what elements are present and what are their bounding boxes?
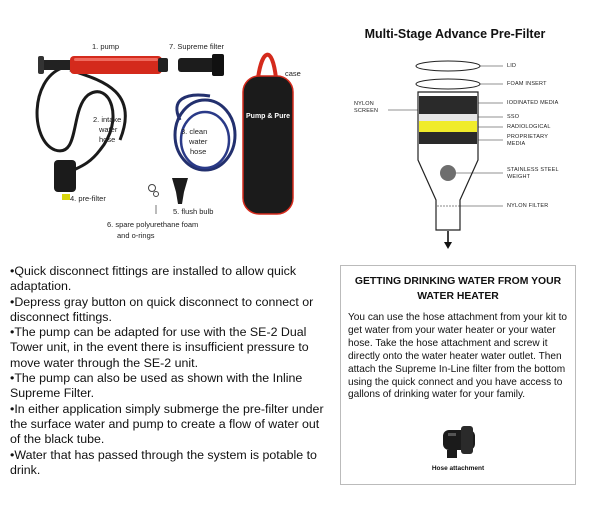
filter-sso xyxy=(419,114,477,121)
label-intake-2: water xyxy=(99,125,118,134)
label-clean-2: water xyxy=(189,137,208,146)
list-item: •The pump can be adapted for use with the SE-2 Dual Tower unit, in the event there is insufficient pressure to move water through the SE-2 unit. xyxy=(10,325,309,370)
instructions-list xyxy=(10,264,332,478)
list-item: •Depress gray button on quick disconnect to connect or disconnect fittings. xyxy=(10,294,314,324)
case-brand: Pump & Pure xyxy=(246,113,290,120)
label-intake-3: hose xyxy=(99,135,116,144)
label-lid: LID xyxy=(507,63,517,69)
list-item: •Water that has passed through the system is potable to drink. xyxy=(10,447,317,477)
filter-stainless-weight xyxy=(440,165,456,181)
label-spare-1: 6. spare polyurethane foam xyxy=(107,220,199,229)
filter-title: Multi-Stage Advance Pre-Filter xyxy=(364,27,546,41)
hose-attachment-icon xyxy=(439,424,479,460)
label-spare-2: and o-rings xyxy=(117,231,155,240)
label-radiological: RADIOLOGICAL xyxy=(507,124,551,130)
label-nylon-screen-2: SCREEN xyxy=(354,108,379,114)
label-supreme-filter: 7. Supreme filter xyxy=(169,42,225,51)
label-flush-bulb: 5. flush bulb xyxy=(173,207,214,216)
filter-foam-insert xyxy=(416,79,480,89)
label-foam-insert: FOAM INSERT xyxy=(507,81,547,87)
filter-proprietary-media xyxy=(419,132,477,144)
filter-lid xyxy=(416,61,480,71)
list-item: •In either application simply submerge the pre-filter under the surface water and pump to create a flow of water out of the black tube. xyxy=(10,401,324,447)
label-intake-1: 2. intake xyxy=(93,115,122,124)
list-item: •The pump can also be used as shown with the Inline Supreme Filter. xyxy=(10,371,303,401)
label-pump: 1. pump xyxy=(92,42,120,51)
filter-outlet-arrowhead xyxy=(444,242,452,249)
label-proprietary-2: MEDIA xyxy=(507,141,526,147)
label-nylon-screen-1: NYLON xyxy=(354,101,374,107)
label-clean-1: 3. clean xyxy=(181,127,208,136)
filter-radiological xyxy=(419,121,477,132)
list-item: •Quick disconnect fittings are installed to allow quick adaptation. xyxy=(10,264,297,294)
label-clean-3: hose xyxy=(190,147,207,156)
label-proprietary-1: PROPRIETARY xyxy=(507,134,549,140)
box-title: GETTING DRINKING WATER FROM YOUR WATER HEATER xyxy=(354,276,562,302)
label-stainless-1: STAINLESS STEEL xyxy=(507,167,559,173)
label-iodinated-media: IODINATED MEDIA xyxy=(507,100,559,106)
water-heater-box xyxy=(340,265,576,485)
filter-iodinated-media xyxy=(419,96,477,114)
hose-attachment-caption: Hose attachment xyxy=(431,465,485,472)
box-body: You can use the hose attachment from your kit to get water from your water heater or your water hose. Take the hose attachment and screw it directly onto the water heater water outlet. Then attach the Supreme In-Line filter from the bottom using the quick connect and you have access to gallons of drinking water for your family. xyxy=(348,312,568,401)
label-nylon-filter: NYLON FILTER xyxy=(507,203,549,209)
label-sso: SSO xyxy=(507,114,520,120)
label-stainless-2: WEIGHT xyxy=(507,174,531,180)
label-case: case xyxy=(285,69,301,78)
label-prefilter: 4. pre-filter xyxy=(70,194,106,203)
